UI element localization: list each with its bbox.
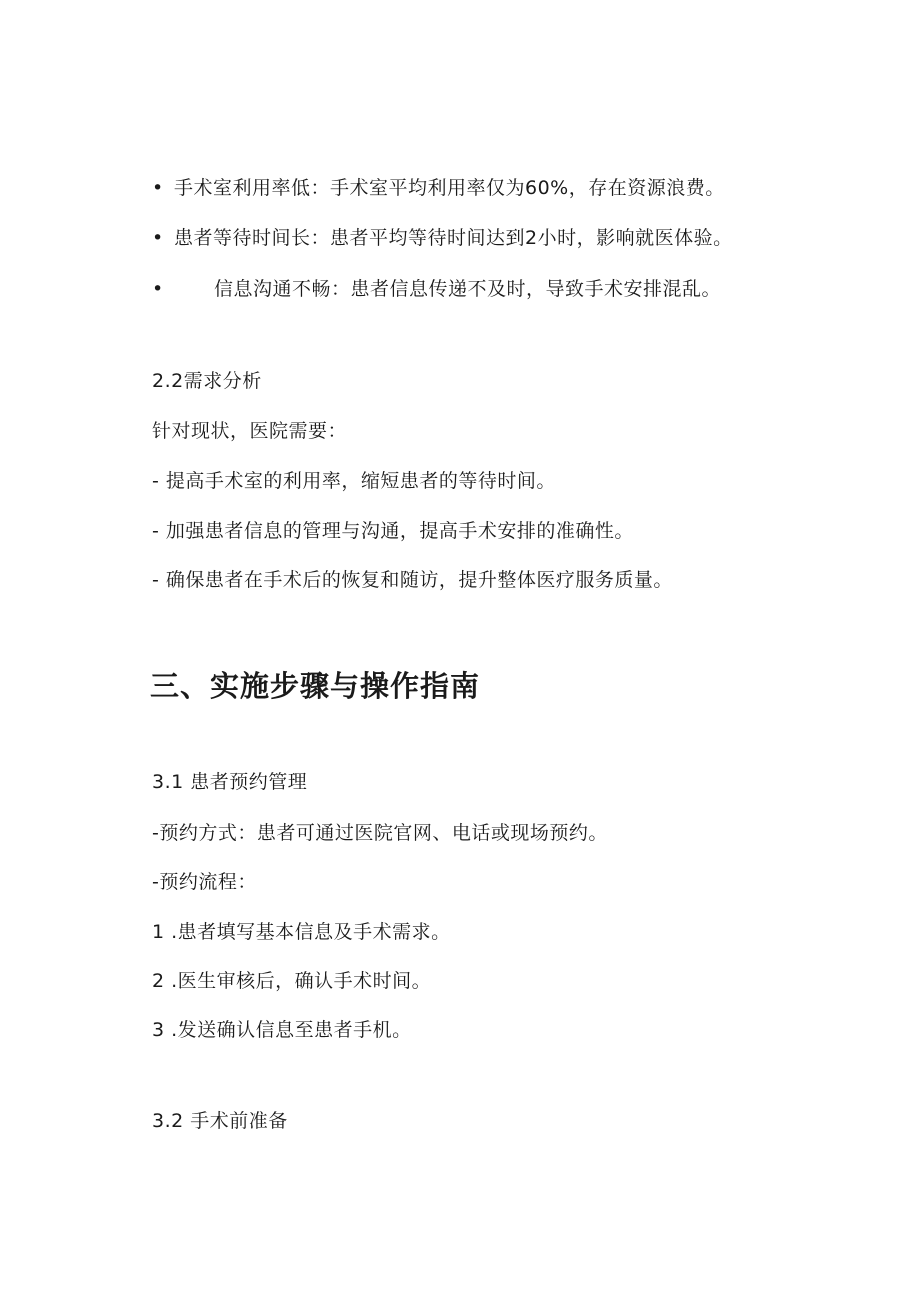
- process-step: 3 .发送确认信息至患者手机。: [152, 1019, 412, 1041]
- bullet-item-utilization: [152, 174, 725, 202]
- list-item: - 加强患者信息的管理与沟通，提高手术安排的准确性。: [152, 520, 634, 542]
- chapter-title: 三、实施步骤与操作指南: [150, 669, 481, 703]
- section-intro: 针对现状，医院需要：: [152, 420, 348, 442]
- bullet-text: 信息沟通不畅：患者信息传递不及时，导致手术安排混乱。: [214, 278, 722, 300]
- section-heading-3-1: 3.1 患者预约管理: [152, 771, 308, 793]
- bullet-dot-icon: •: [152, 227, 164, 249]
- list-item: - 确保患者在手术后的恢复和随访，提升整体医疗服务质量。: [152, 569, 673, 591]
- list-item: - 提高手术室的利用率，缩短患者的等待时间。: [152, 470, 556, 492]
- bullet-text: 手术室利用率低：手术室平均利用率仅为60%，存在资源浪费。: [174, 177, 725, 199]
- bullet-dot-icon: •: [152, 278, 164, 300]
- booking-method: -预约方式：患者可通过医院官网、电话或现场预约。: [152, 822, 608, 844]
- booking-process-label: -预约流程：: [152, 871, 257, 893]
- bullet-item-communication: [152, 275, 721, 303]
- process-step: 1 .患者填写基本信息及手术需求。: [152, 921, 451, 943]
- bullet-dot-icon: •: [152, 177, 164, 199]
- section-heading-3-2: 3.2 手术前准备: [152, 1110, 288, 1132]
- section-heading-2-2: 2.2需求分析: [152, 370, 262, 392]
- bullet-item-waiting: [152, 224, 733, 252]
- process-step: 2 .医生审核后，确认手术时间。: [152, 970, 432, 992]
- bullet-text: 患者等待时间长：患者平均等待时间达到2小时，影响就医体验。: [174, 227, 733, 249]
